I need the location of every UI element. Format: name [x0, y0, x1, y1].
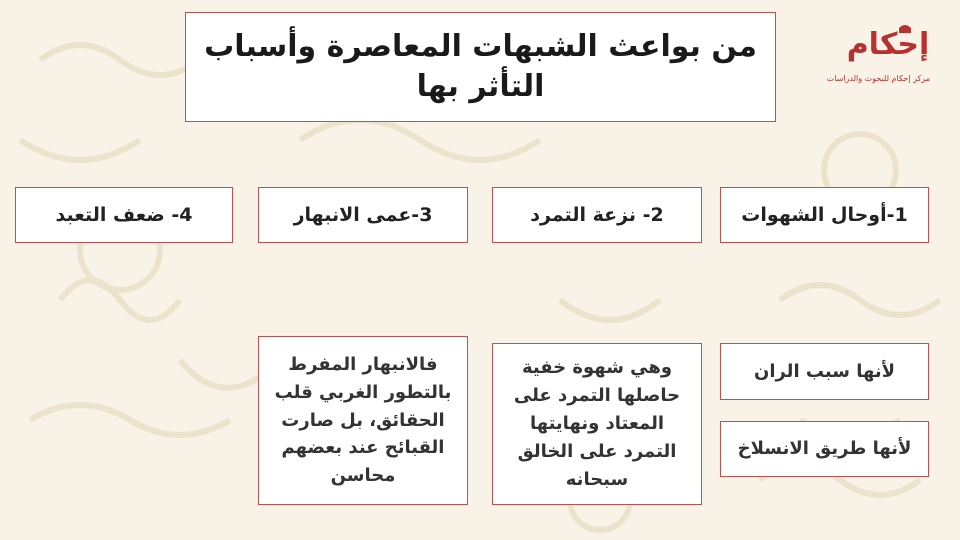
cause-1-detail-1: [720, 343, 929, 400]
cause-label-4: 4- ضعف التعبد: [55, 204, 193, 226]
detail-text: لأنها سبب الران: [753, 360, 896, 382]
detail-text: وهي شهوة خفية حاصلها التمرد على المعتاد ونهايتها التمرد على الخالق سبحانه: [513, 357, 681, 490]
logo: [826, 24, 930, 98]
page-title: من بواعث الشبهات المعاصرة وأسباب التأثر بها: [204, 28, 757, 104]
detail-text: لأنها طريق الانسلاخ: [737, 438, 912, 460]
title-box: [185, 12, 776, 122]
cause-label-2: 2- نزعة التمرد: [530, 204, 664, 226]
cause-2-detail-1: [492, 343, 702, 505]
detail-text: فالانبهار المفرط بالتطور الغربي قلب الحقائق، بل صارت القبائح عند بعضهم محاسن: [274, 353, 452, 487]
cause-3-detail-1: [258, 336, 468, 505]
logo-name: إحكام: [846, 27, 930, 62]
cause-box-2: [492, 187, 702, 243]
logo-subtitle: مركز إحكام للبحوث والدراسات: [826, 74, 930, 83]
cause-box-1: [720, 187, 929, 243]
cause-box-3: [258, 187, 468, 243]
cause-label-1: 1-أوحال الشهوات: [741, 204, 908, 226]
cause-1-detail-2: [720, 421, 929, 477]
cause-box-4: [15, 187, 233, 243]
cause-label-3: 3-عمى الانبهار: [293, 204, 433, 226]
